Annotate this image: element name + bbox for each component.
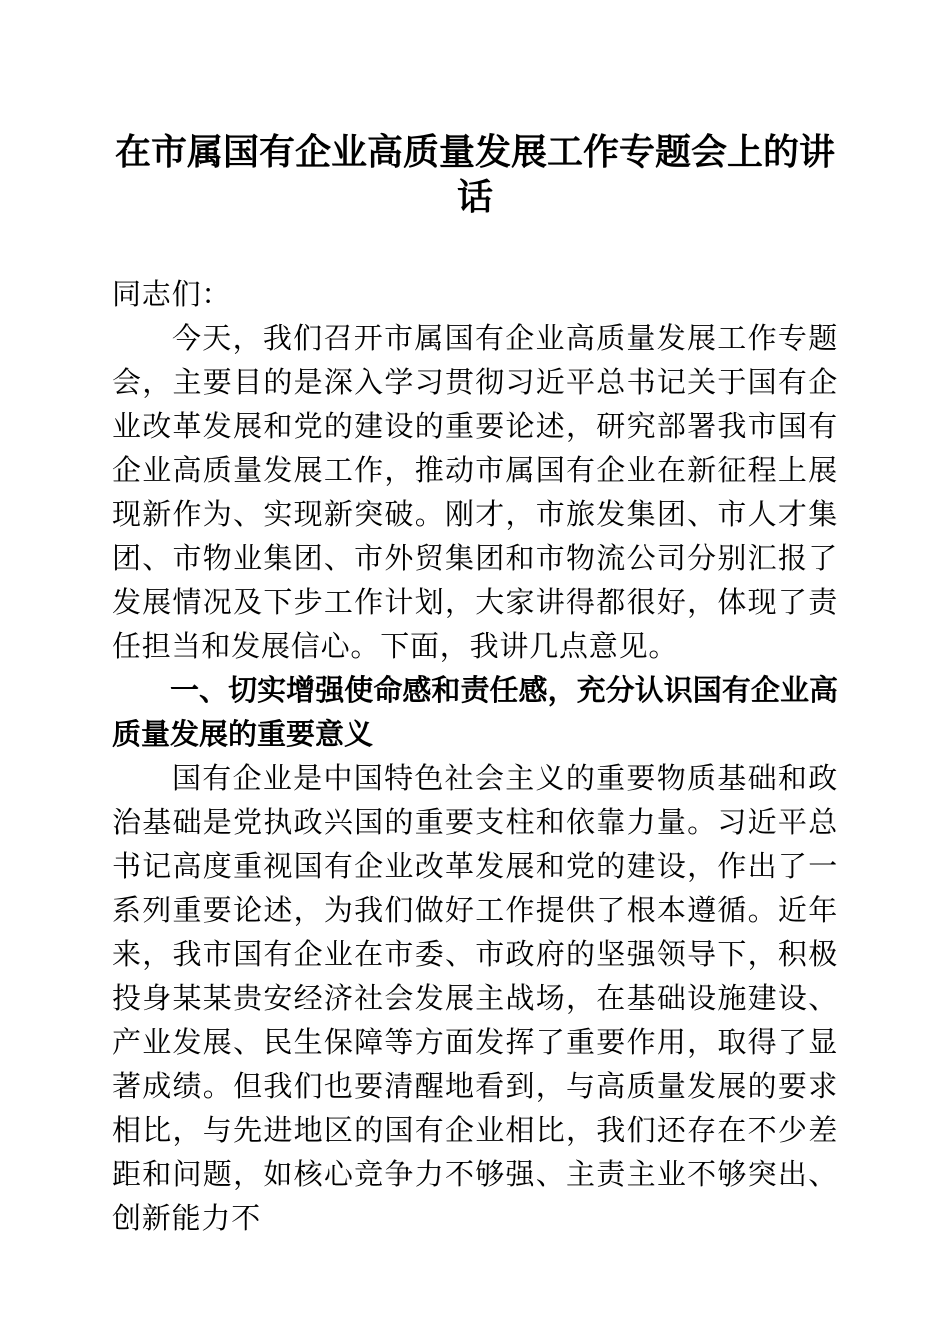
body-paragraph-1: 今天，我们召开市属国有企业高质量发展工作专题会，主要目的是深入学习贯彻习近平总书记关于国有企业改革发展和党的建设的重要论述，研究部署我市国有企业高质量发展工作，推动市属国有企业在新征程上展现新作为、实现新突破。刚才，市旅发集团、市人才集团、市物业集团、市外贸集团和市物流公司分别汇报了发展情况及下步工作计划，大家讲得都很好，体现了责任担当和发展信心。下面，我讲几点意见。 bbox=[112, 323, 838, 663]
page-title: 在市属国有企业高质量发展工作专题会上的讲话 bbox=[114, 132, 835, 217]
salutation-line: 同志们： bbox=[112, 279, 232, 311]
body-paragraph-2: 国有企业是中国特色社会主义的重要物质基础和政治基础是党执政兴国的重要支柱和依靠力量。习近平总书记高度重视国有企业改革发展和党的建设，作出了一系列重要论述，为我们做好工作提供了根本遵循。近年来，我市国有企业在市委、市政府的坚强领导下，积极投身某某贵安经济社会发展主战场，在基础设施建设、产业发展、民生保障等方面发挥了重要作用，取得了显著成绩。但我们也要清醒地看到，与高质量发展的要求相比，与先进地区的国有企业相比，我们还存在不少差距和问题，如核心竞争力不够强、主责主业不够突出、创新能力不 bbox=[112, 763, 838, 1235]
section-heading-1: 一、切实增强使命感和责任感，充分认识国有企业高质量发展的重要意义 bbox=[112, 675, 838, 751]
document-text-column bbox=[112, 0, 838, 1241]
title-spacer bbox=[112, 220, 838, 273]
